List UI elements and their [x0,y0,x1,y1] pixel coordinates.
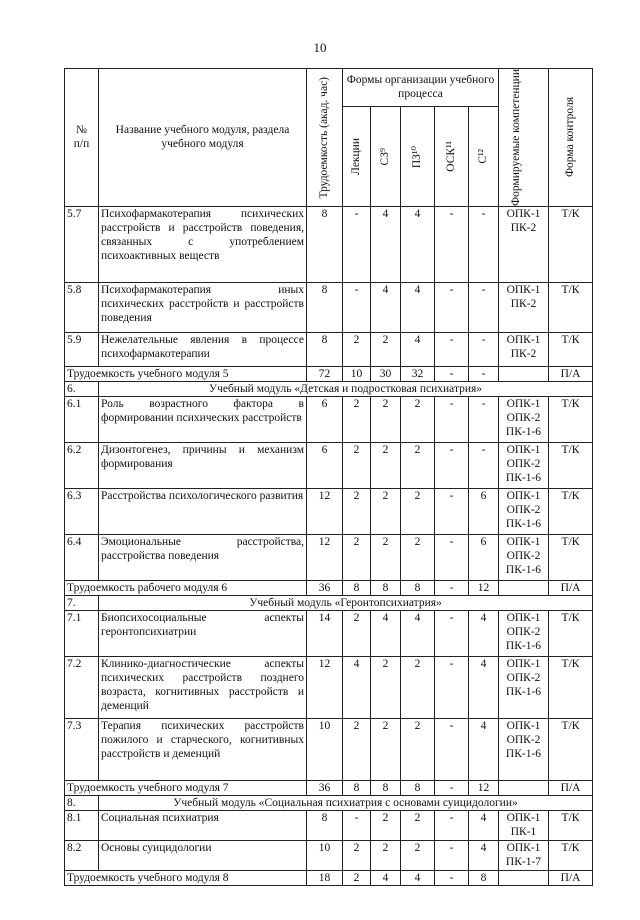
total-label: Трудоемкость учебного модуля 7 [65,780,307,795]
total-pz: 4 [401,870,435,885]
row-title: Клинико-диагностические аспекты психических расстройств позднего возраста, когнитивных расстройств и деменций [99,656,307,718]
table-row [65,396,593,442]
total-competencies [499,870,549,885]
row-hours: 12 [307,656,343,718]
row-title: Дизонтогенез, причины и механизм формирования [99,442,307,488]
row-hours: 8 [307,332,343,366]
row-control: Т/К [549,718,593,780]
row-control: Т/К [549,396,593,442]
row-pz: 2 [401,718,435,780]
row-lectures: 2 [343,396,371,442]
row-osk: - [435,396,469,442]
row-pz: 4 [401,206,435,282]
total-sz: 8 [371,780,401,795]
row-number: 6.4 [65,534,99,580]
row-competencies: ОПК-1 ПК-1-7 [499,840,549,870]
row-lectures: 2 [343,332,371,366]
table-row [65,206,593,282]
row-s: - [469,396,499,442]
row-control: Т/К [549,534,593,580]
row-hours: 8 [307,282,343,332]
row-pz: 4 [401,610,435,656]
total-label: Трудоемкость учебного модуля 5 [65,366,307,381]
row-competencies: ОПК-1 ОПК-2 ПК-1-6 [499,442,549,488]
row-hours: 6 [307,396,343,442]
row-hours: 10 [307,718,343,780]
row-pz: 2 [401,396,435,442]
header-forms-group: Формы организации учебного процесса [343,69,499,107]
row-number: 6.3 [65,488,99,534]
header-pz: ПЗ¹⁰ [401,107,435,207]
total-lectures: 8 [343,580,371,595]
row-competencies: ОПК-1 ОПК-2 ПК-1-6 [499,396,549,442]
row-number: 7.3 [65,718,99,780]
row-lectures: 2 [343,442,371,488]
row-lectures: 2 [343,534,371,580]
row-sz: 4 [371,610,401,656]
section-number: 7. [65,595,99,610]
row-sz: 2 [371,656,401,718]
row-pz: 2 [401,534,435,580]
table-row [65,442,593,488]
row-osk: - [435,488,469,534]
row-sz: 4 [371,282,401,332]
row-lectures: 2 [343,610,371,656]
section-title: Учебный модуль «Детская и подростковая психиатрия» [99,381,593,396]
row-competencies: ОПК-1 ОПК-2 ПК-1-6 [499,718,549,780]
row-pz: 2 [401,442,435,488]
row-lectures: 4 [343,656,371,718]
total-hours: 18 [307,870,343,885]
row-control: Т/К [549,810,593,840]
total-label: Трудоемкость учебного модуля 8 [65,870,307,885]
total-osk: - [435,780,469,795]
row-sz: 2 [371,718,401,780]
row-lectures: 2 [343,488,371,534]
row-sz: 2 [371,332,401,366]
module-section-row [65,595,593,610]
table-row [65,656,593,718]
row-s: - [469,332,499,366]
total-competencies [499,780,549,795]
row-s: 6 [469,488,499,534]
row-osk: - [435,206,469,282]
row-control: Т/К [549,332,593,366]
row-hours: 8 [307,206,343,282]
row-lectures: - [343,282,371,332]
row-title: Роль возрастного фактора в формировании психических расстройств [99,396,307,442]
row-hours: 6 [307,442,343,488]
row-sz: 2 [371,810,401,840]
row-control: Т/К [549,488,593,534]
header-osk: ОСК¹¹ [435,107,469,207]
section-title: Учебный модуль «Геронтопсихиатрия» [99,595,593,610]
row-control: Т/К [549,282,593,332]
module-section-row [65,795,593,810]
row-sz: 2 [371,396,401,442]
curriculum-table [64,68,593,886]
row-hours: 8 [307,810,343,840]
row-pz: 2 [401,810,435,840]
row-osk: - [435,442,469,488]
row-pz: 2 [401,840,435,870]
row-s: - [469,442,499,488]
row-control: Т/К [549,610,593,656]
header-hours: Трудоемкость (акад. час) [307,69,343,207]
module-total-row [65,870,593,885]
row-osk: - [435,810,469,840]
total-hours: 36 [307,580,343,595]
total-competencies [499,580,549,595]
header-sz: СЗ⁹ [371,107,401,207]
row-pz: 2 [401,488,435,534]
row-control: Т/К [549,656,593,718]
row-title: Психофармакотерапия психических расстройств и расстройств поведения, связанных с употреблением психоактивных веществ [99,206,307,282]
total-osk: - [435,870,469,885]
row-hours: 12 [307,488,343,534]
row-osk: - [435,534,469,580]
row-s: 4 [469,810,499,840]
row-s: 4 [469,840,499,870]
total-hours: 72 [307,366,343,381]
row-title: Терапия психических расстройств пожилого и старческого, когнитивных расстройств и деменций [99,718,307,780]
row-hours: 14 [307,610,343,656]
row-title: Биопсихосоциальные аспекты геронтопсихиатрии [99,610,307,656]
row-competencies: ОПК-1 ОПК-2 ПК-1-6 [499,488,549,534]
total-lectures: 2 [343,870,371,885]
row-lectures: 2 [343,718,371,780]
row-competencies: ОПК-1 ПК-2 [499,206,549,282]
row-hours: 10 [307,840,343,870]
total-label: Трудоемкость рабочего модуля 6 [65,580,307,595]
row-s: - [469,282,499,332]
total-competencies [499,366,549,381]
row-title: Эмоциональные расстройства, расстройства поведения [99,534,307,580]
row-osk: - [435,718,469,780]
header-name: Название учебного модуля, раздела учебного модуля [99,69,307,207]
row-title: Нежелательные явления в процессе психофармакотерапии [99,332,307,366]
row-competencies: ОПК-1 ОПК-2 ПК-1-6 [499,534,549,580]
header-s: С¹² [469,107,499,207]
total-s: 12 [469,580,499,595]
total-sz: 30 [371,366,401,381]
total-osk: - [435,366,469,381]
module-total-row [65,580,593,595]
row-s: 4 [469,718,499,780]
row-competencies: ОПК-1 ОПК-2 ПК-1-6 [499,610,549,656]
total-pz: 8 [401,780,435,795]
total-control: П/А [549,580,593,595]
row-number: 5.7 [65,206,99,282]
row-number: 7.1 [65,610,99,656]
table-row [65,282,593,332]
page-number: 10 [313,40,327,55]
row-sz: 2 [371,534,401,580]
row-osk: - [435,656,469,718]
row-title: Основы суицидологии [99,840,307,870]
total-s: 8 [469,870,499,885]
total-lectures: 8 [343,780,371,795]
row-control: Т/К [549,442,593,488]
row-number: 7.2 [65,656,99,718]
total-control: П/А [549,780,593,795]
table-row [65,332,593,366]
row-osk: - [435,332,469,366]
table-header [65,69,593,207]
row-control: Т/К [549,206,593,282]
total-control: П/А [549,870,593,885]
total-sz: 8 [371,580,401,595]
row-title: Расстройства психологического развития [99,488,307,534]
row-s: 6 [469,534,499,580]
section-number: 8. [65,795,99,810]
module-total-row [65,366,593,381]
module-total-row [65,780,593,795]
row-control: Т/К [549,840,593,870]
total-pz: 8 [401,580,435,595]
row-competencies: ОПК-1 ПК-2 [499,332,549,366]
row-number: 8.2 [65,840,99,870]
total-sz: 4 [371,870,401,885]
module-section-row [65,381,593,396]
table-row [65,610,593,656]
row-number: 8.1 [65,810,99,840]
row-s: 4 [469,610,499,656]
total-s: 12 [469,780,499,795]
row-osk: - [435,840,469,870]
row-competencies: ОПК-1 ПК-2 [499,282,549,332]
table-row [65,718,593,780]
table-body [65,206,593,885]
total-hours: 36 [307,780,343,795]
row-osk: - [435,610,469,656]
row-number: 5.9 [65,332,99,366]
row-lectures: - [343,810,371,840]
row-hours: 12 [307,534,343,580]
total-s: - [469,366,499,381]
table-row [65,534,593,580]
table-row [65,488,593,534]
header-lectures: Лекции [343,107,371,207]
row-number: 6.1 [65,396,99,442]
row-competencies: ОПК-1 ОПК-2 ПК-1-6 [499,656,549,718]
section-number: 6. [65,381,99,396]
row-pz: 4 [401,332,435,366]
row-sz: 2 [371,442,401,488]
row-osk: - [435,282,469,332]
header-control: Форма контроля [549,69,593,207]
header-competencies: Формируемые компетенции [499,69,549,207]
row-number: 6.2 [65,442,99,488]
row-sz: 2 [371,840,401,870]
row-s: - [469,206,499,282]
row-sz: 2 [371,488,401,534]
row-title: Психофармакотерапия иных психических расстройств и расстройств поведения [99,282,307,332]
total-lectures: 10 [343,366,371,381]
table-row [65,840,593,870]
row-s: 4 [469,656,499,718]
row-title: Социальная психиатрия [99,810,307,840]
row-sz: 4 [371,206,401,282]
row-lectures: 2 [343,840,371,870]
header-num: № п/п [65,69,99,207]
table-row [65,810,593,840]
row-pz: 2 [401,656,435,718]
total-pz: 32 [401,366,435,381]
row-competencies: ОПК-1 ПК-1 [499,810,549,840]
row-number: 5.8 [65,282,99,332]
total-control: П/А [549,366,593,381]
row-lectures: - [343,206,371,282]
total-osk: - [435,580,469,595]
row-pz: 4 [401,282,435,332]
section-title: Учебный модуль «Социальная психиатрия с основами суицидологии» [99,795,593,810]
